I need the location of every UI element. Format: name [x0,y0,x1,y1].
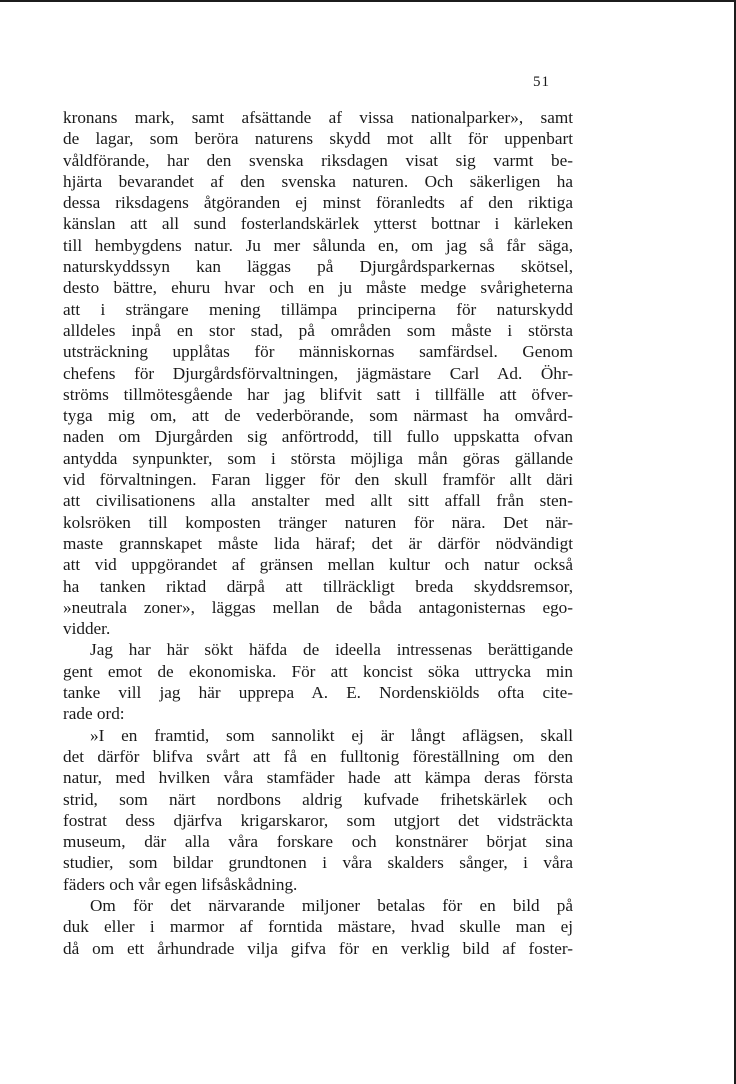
text-line: naden om Djurgården sig anförtrodd, till fullo uppskatta ofvan [63,427,573,447]
text-line: museum, där alla våra forskare och konstnärer börjat sina [63,832,573,852]
text-line: alldeles inpå en stor stad, på områden som måste i största [63,320,573,340]
text-line: dessa riksdagens åtgöranden ej minst föranledts af den riktiga [63,193,573,213]
text-line: ströms tillmötesgående har jag blifvit satt i tillfälle att öfver- [63,384,573,404]
text-line: att i strängare mening tillämpa principerna för naturskydd [63,299,573,319]
text-line: maste grannskapet måste lida häraf; det är därför nödvändigt [63,533,573,553]
text-line: fäders och vår egen lifsåskådning. [63,874,298,894]
text-line: Om för det närvarande miljoner betalas för en bild på [90,895,573,915]
text-line: ha tanken riktad därpå att tillräckligt breda skyddsremsor, [63,576,573,596]
text-line: antydda synpunkter, som i största möjliga mån göras gällande [63,448,573,468]
text-line: det därför blifva svårt att få en fulltonig föreställning om den [63,746,573,766]
text-line: rade ord: [63,704,125,724]
text-line: våldförande, har den svenska riksdagen visat sig varmt be- [63,150,573,170]
text-line: utsträckning upplåtas för människornas samfärdsel. Genom [63,342,573,362]
text-line: till hembygdens natur. Ju mer sålunda en, om jag så får säga, [63,235,573,255]
text-line: duk eller i marmor af forntida mästare, hvad skulle man ej [63,917,573,937]
text-line: tanke vill jag här upprepa A. E. Nordenskiölds ofta cite- [63,683,573,703]
text-line: de lagar, som beröra naturens skydd mot allt för uppenbart [63,129,573,149]
text-line: känslan att all sund fosterlandskärlek ytterst bottnar i kärleken [63,214,573,234]
text-line: »I en framtid, som sannolikt ej är långt aflägsen, skall [90,725,573,745]
scan-edge-top [0,0,736,2]
text-line: att vid uppgörandet af gränsen mellan kultur och natur också [63,555,573,575]
text-line: strid, som närt nordbons aldrig kufvade frihetskärlek och [63,789,573,809]
text-line: gent emot de ekonomiska. För att koncist söka uttrycka min [63,661,573,681]
text-line: studier, som bildar grundtonen i våra skalders sånger, i våra [63,853,573,873]
text-line: chefens för Djurgårdsförvaltningen, jägmästare Carl Ad. Öhr- [63,363,573,383]
page-number: 51 [533,74,550,90]
text-line: desto bättre, ehuru hvar och en ju måste medge svårigheterna [63,278,573,298]
text-line: naturskyddssyn kan läggas på Djurgårdsparkernas skötsel, [63,257,573,277]
text-line: kolsröken till komposten tränger naturen för nära. Det när- [63,512,573,532]
text-line: kronans mark, samt afsättande af vissa nationalparker», samt [63,108,573,127]
text-line: fostrat dess djärfva krigarskaror, som utgjort det vidsträckta [63,810,573,830]
text-line: vid förvaltningen. Faran ligger för den skull framför allt däri [63,470,573,490]
body-text [63,107,573,959]
text-line: »neutrala zoner», läggas mellan de båda antagonisternas ego- [63,597,573,617]
text-line: vidder. [63,619,111,639]
text-line: tyga mig om, att de vederbörande, som närmast ha omvård- [63,406,573,426]
text-line: hjärta bevarandet af den svenska naturen. Och säkerligen ha [63,171,573,191]
text-line: natur, med hvilken våra stamfäder hade att kämpa deras första [63,768,573,788]
text-line: då om ett århundrade vilja gifva för en verklig bild af foster- [63,938,573,958]
text-line: Jag har här sökt häfda de ideella intressenas berättigande [90,640,573,660]
text-line: att civilisationens alla anstalter med allt sitt affall från sten- [63,491,573,511]
